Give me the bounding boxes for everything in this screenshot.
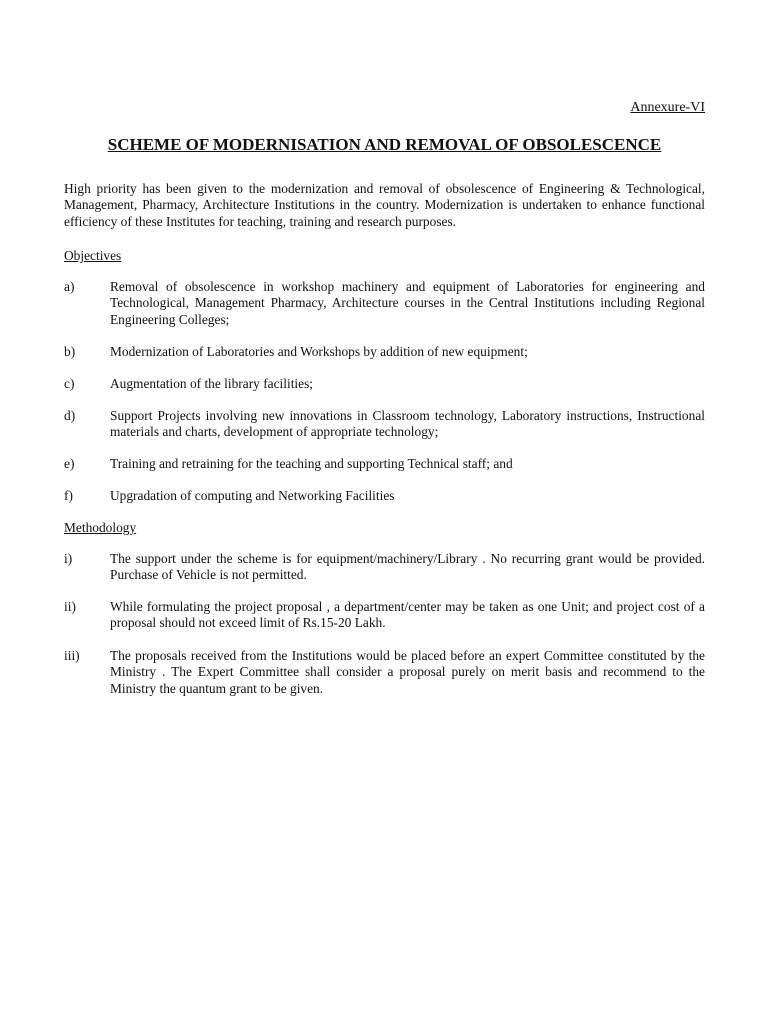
annexure-label: Annexure-VI	[630, 100, 705, 115]
item-marker: e)	[64, 456, 75, 471]
methodology-item-ii	[64, 599, 705, 632]
item-text: The proposals received from the Institutions would be placed before an expert Committee constituted by the Ministry . The Expert Committee shall consider a proposal purely on merit basis and recommend to the Ministry the quantum grant to be given.	[110, 648, 705, 696]
item-text: Training and retraining for the teaching and supporting Technical staff; and	[110, 456, 513, 471]
objective-item-b	[64, 344, 705, 360]
item-text: Support Projects involving new innovations in Classroom technology, Laboratory instructions, Instructional materials and charts, development of appropriate technology;	[110, 408, 705, 440]
item-marker: c)	[64, 376, 75, 391]
methodology-item-iii	[64, 648, 705, 697]
item-marker: ii)	[64, 599, 76, 614]
objectives-heading: Objectives	[64, 248, 122, 263]
item-text: Modernization of Laboratories and Workshops by addition of new equipment;	[110, 344, 528, 359]
item-marker: iii)	[64, 648, 80, 663]
item-text: Augmentation of the library facilities;	[110, 376, 314, 391]
item-marker: d)	[64, 408, 76, 423]
intro-paragraph: High priority has been given to the modernization and removal of obsolescence of Engineering & Technological, Management, Pharmacy, Architecture Institutions in the country. Modernization is undertaken to enhance functional efficiency of these Institutes for teaching, training and research purposes.	[64, 181, 705, 229]
objective-item-a	[64, 279, 705, 328]
item-marker: i)	[64, 551, 73, 566]
document-title: SCHEME OF MODERNISATION AND REMOVAL OF OBSOLESCENCE	[107, 135, 662, 154]
objective-item-d	[64, 408, 705, 441]
item-marker: a)	[64, 279, 75, 294]
methodology-item-i	[64, 551, 705, 584]
objective-item-e	[64, 456, 705, 472]
item-text: Upgradation of computing and Networking Facilities	[110, 488, 395, 503]
item-text: The support under the scheme is for equipment/machinery/Library . No recurring grant would be provided. Purchase of Vehicle is not permitted.	[110, 551, 705, 583]
item-text: Removal of obsolescence in workshop machinery and equipment of Laboratories for engineering and Technological, Management Pharmacy, Architecture courses in the Central Institutions including Regional Engineering Colleges;	[110, 279, 705, 327]
objective-item-c	[64, 376, 705, 392]
objective-item-f	[64, 488, 705, 504]
item-text: While formulating the project proposal , a department/center may be taken as one Unit; and project cost of a proposal should not exceed limit of Rs.15-20 Lakh.	[110, 599, 705, 631]
item-marker: f)	[64, 488, 73, 503]
item-marker: b)	[64, 344, 76, 359]
methodology-heading: Methodology	[64, 520, 137, 535]
document-page	[64, 0, 705, 1024]
